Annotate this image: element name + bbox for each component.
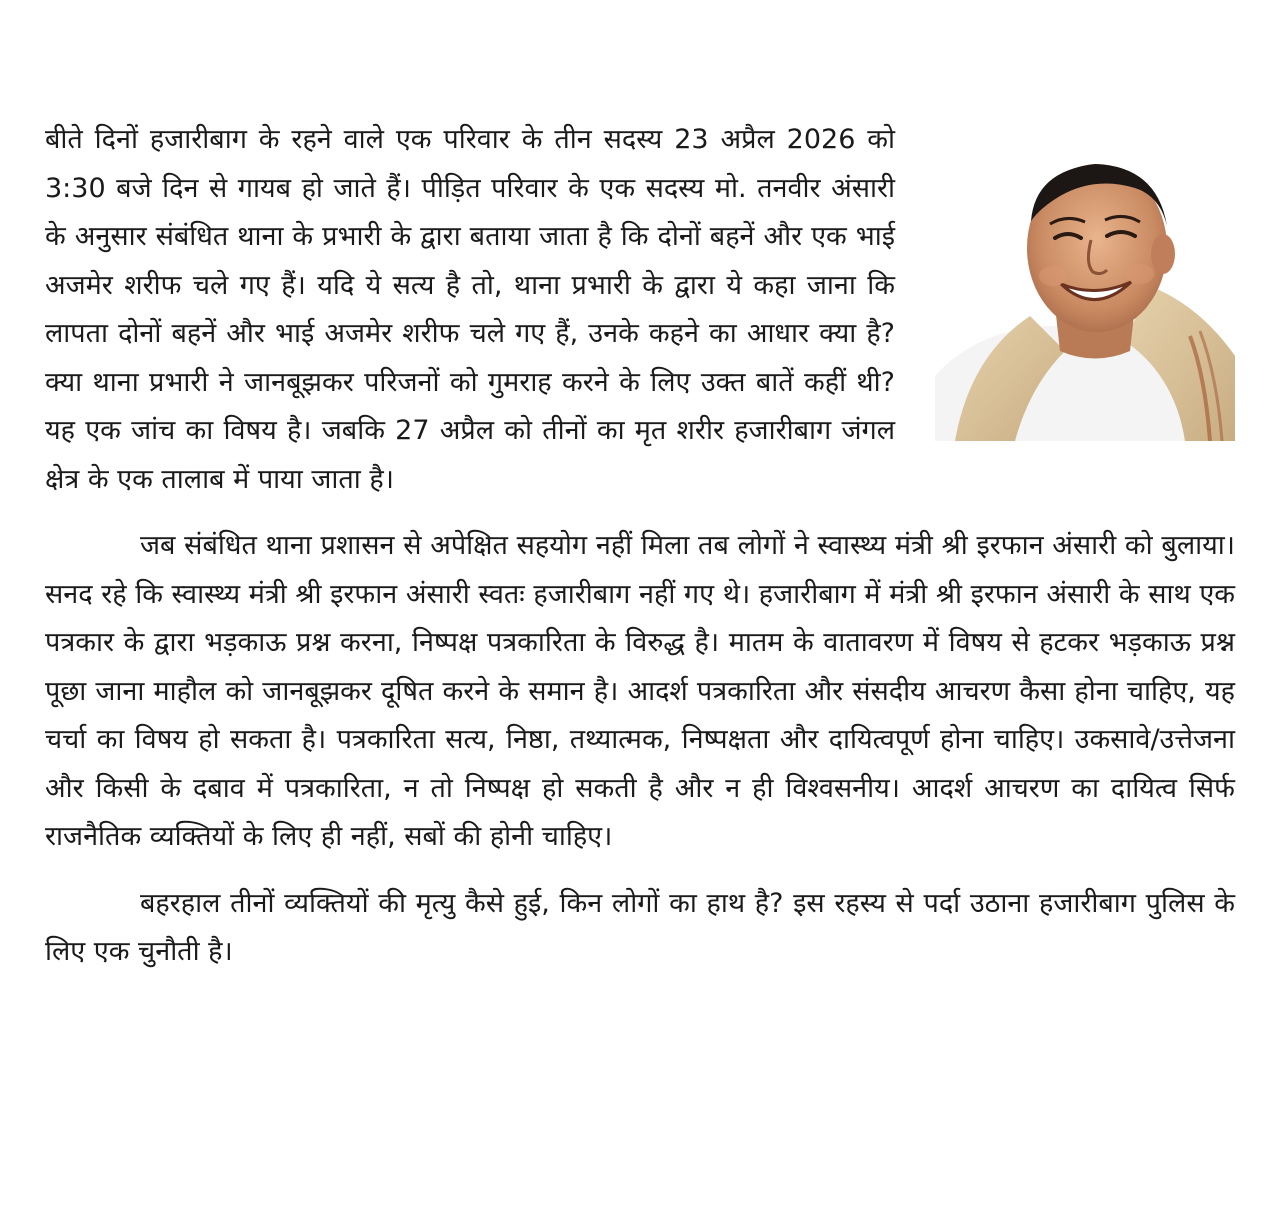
portrait-photo-icon (935, 136, 1235, 441)
portrait-photo (935, 136, 1235, 441)
article-body (45, 116, 1235, 977)
paragraph-1: बीते दिनों हजारीबाग के रहने वाले एक परिवार के तीन सदस्य 23 अप्रैल 2026 को 3:30 बजे दिन से गायब हो जाते हैं। पीड़ित परिवार के एक सदस्य मो. तनवीर अंसारी के अनुसार संबंधित थाना के प्रभारी के द्वारा बताया जाता है कि दोनों बहनें और एक भाई अजमेर शरीफ चले गए हैं। यदि ये सत्य है तो, थाना प्रभारी के द्वारा ये कहा जाना कि लापता दोनों बहनें और भाई अजमेर शरीफ चले गए हैं, उनके कहने का आधार क्या है? क्या थाना प्रभारी ने जानबूझकर परिजनों को गुमराह करने के लिए उक्त बातें कहीं थी? यह एक जांच का विषय है। जबकि 27 अप्रैल को तीनों का मृत शरीर हजारीबाग जंगल क्षेत्र के एक तालाब में पाया जाता है। (45, 124, 895, 495)
paragraph-2: जब संबंधित थाना प्रशासन से अपेक्षित सहयोग नहीं मिला तब लोगों ने स्वास्थ्य मंत्री श्री इरफान अंसारी को बुलाया। सनद रहे कि स्वास्थ्य मंत्री श्री इरफान अंसारी स्वतः हजारीबाग नहीं गए थे। हजारीबाग में मंत्री श्री इरफान अंसारी के साथ एक पत्रकार के द्वारा भड़काऊ प्रश्न करना, निष्पक्ष पत्रकारिता के विरुद्ध है। मातम के वातावरण में विषय से हटकर भड़काऊ प्रश्न पूछा जाना माहौल को जानबूझकर दूषित करने के समान है। आदर्श पत्रकारिता और संसदीय आचरण कैसा होना चाहिए, यह चर्चा का विषय हो सकता है। पत्रकारिता सत्य, निष्ठा, तथ्यात्मक, निष्पक्षता और दायित्वपूर्ण होना चाहिए। उकसावे/उत्तेजना और किसी के दबाव में पत्रकारिता, न तो निष्पक्ष हो सकती है और न ही विश्वसनीय। आदर्श आचरण का दायित्व सिर्फ राजनैतिक व्यक्तियों के लिए ही नहीं, सबों की होनी चाहिए। (45, 530, 1235, 852)
paragraph-3: बहरहाल तीनों व्यक्तियों की मृत्यु कैसे हुई, किन लोगों का हाथ है? इस रहस्य से पर्दा उठाना हजारीबाग पुलिस के लिए एक चुनौती है। (45, 887, 1235, 967)
